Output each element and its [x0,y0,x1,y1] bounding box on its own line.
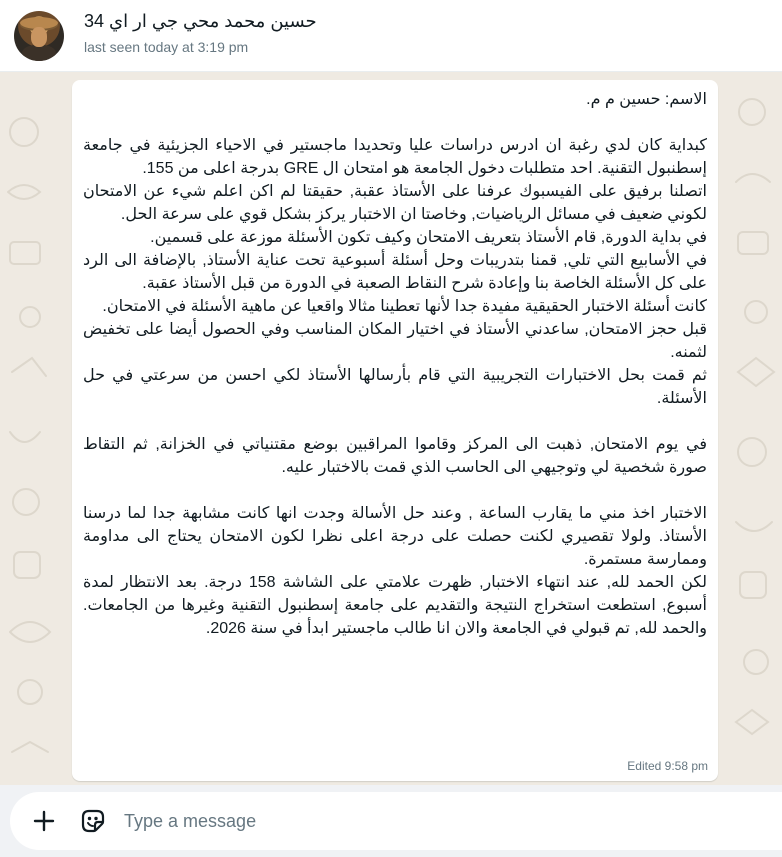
sticker-icon[interactable] [79,807,107,835]
contact-avatar[interactable] [14,11,64,61]
message-edited-time: Edited 9:58 pm [627,759,708,773]
message-line: في بداية الدورة, قام الأستاذ بتعريف الامتحان وكيف تكون الأسئلة موزعة على قسمين. [150,229,707,246]
chat-header[interactable] [0,0,782,72]
message-line: ثم قمت بحل الاختبارات التجريبية التي قام بأرسالها الأستاذ لكي احسن من سرعتي في حل الأسئلة. [83,367,707,407]
message-line: اتصلنا برفيق على الفيسبوك عرفنا على الأستاذ عقبة, حقيقتا لم اكن اعلم شيء عن الامتحان لكوني ضعيف في مسائل الرياضيات, وخاصتا ان الاختبار يركز بشكل قوي على سرعة الحل. [83,183,707,223]
message-input[interactable] [124,807,684,835]
message-line: الاسم: حسين م م. [586,91,707,108]
message-line: الاختبار اخذ مني ما يقارب الساعة , وعند حل الأسالة وجدت انها كانت مشابهة جدا لما درسنا الأستاذ. ولولا تقصيري لكنت حصلت على درجة اعلى نظرا لكون الامتحان يحتاج الى مداومة وممارسة مستمرة. [83,505,707,568]
message-line: كبداية كان لدي رغبة ان ادرس دراسات عليا وتحديدا ماجستير في الاحياء الجزيئية في جامعة إسطنبول التقنية. احد متطلبات دخول الجامعة هو امتحان ال GRE بدرجة اعلى من 155. [83,137,707,177]
plus-icon[interactable] [32,809,56,833]
contact-last-seen: last seen today at 3:19 pm [84,39,249,55]
message-line: قبل حجز الامتحان, ساعدني الأستاذ في اختيار المكان المناسب وفي الحصول أيضا على تخفيض لثمنه. [83,321,707,361]
message-composer [0,785,782,857]
contact-name[interactable]: حسين محمد محي جي ار اي 34 [84,11,317,31]
message-line: لكن الحمد لله, عند انتهاء الاختبار, ظهرت علامتي على الشاشة 158 درجة. بعد الانتظار لمدة أسبوع, استطعت استخراج النتيجة والتقديم على جامعة إسطنبول التقنية وغيرها من الجامعات. والحمد لله, تم قبولي في الجامعة والان انا طالب ماجستير ابدأ في سنة 2026. [83,574,707,637]
incoming-message-bubble[interactable] [72,80,718,781]
chat-area[interactable] [0,72,782,785]
message-line: في الأسابيع التي تلي, قمنا بتدريبات وحل أسئلة أسبوعية تحت عناية الأستاذ, بالإضافة الى الرد على كل الأسئلة الخاصة بنا وإعادة شرح النقاط الصعبة في الدورة من قبل الأستاذ عقبة. [83,252,707,292]
message-text [83,88,707,640]
message-line: كانت أسئلة الاختبار الحقيقية مفيدة جدا لأنها تعطينا مثالا واقعيا عن ماهية الأسئلة في الامتحان. [102,298,707,315]
message-line: في يوم الامتحان, ذهبت الى المركز وقاموا المراقبين بوضع مقتنياتي في الخزانة, ثم التقاط صورة شخصية لي وتوجيهي الى الحاسب الذي قمت بالاختبار عليه. [83,436,707,476]
